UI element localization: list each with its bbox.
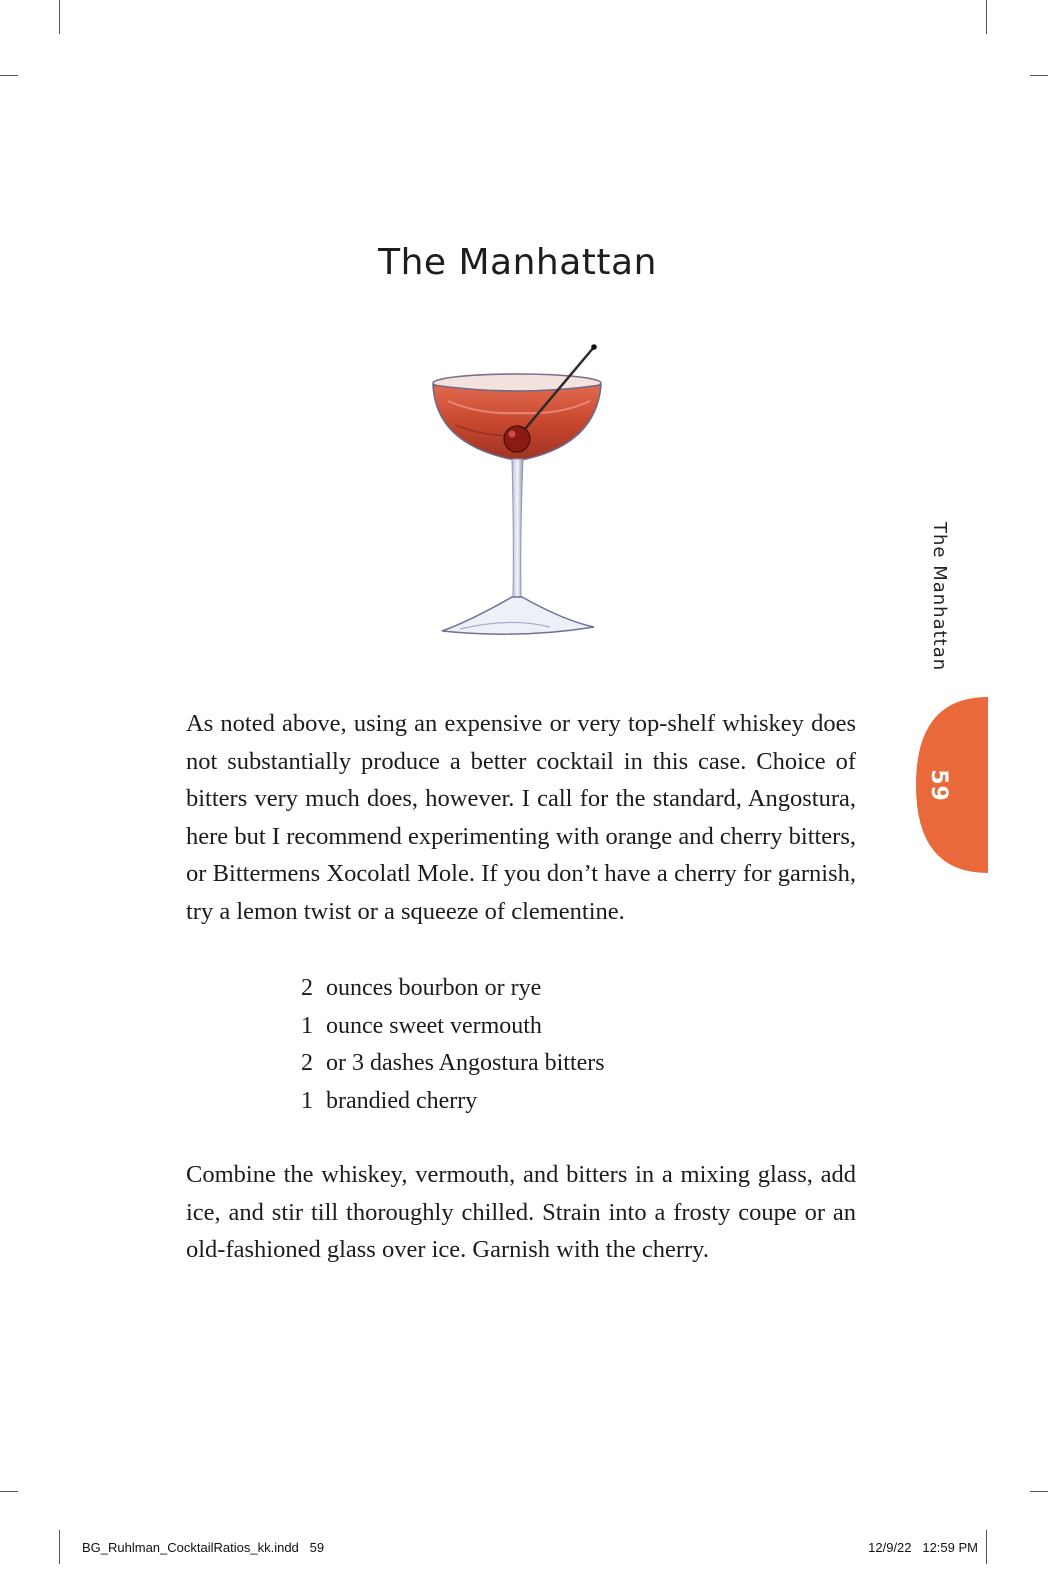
intro-paragraph: As noted above, using an expensive or very top-shelf whiskey does not substantially produce a better cocktail in this case. Choice of bitters very much does, however. I call for the standard, Angostura, here but I recommend experimenting with orange and cherry bitters, or Bittermens Xocolatl Mole. If you don’t have a cherry for garnish, try a lemon twist or a squeeze of clementine. bbox=[186, 710, 856, 925]
crop-mark bbox=[1030, 1491, 1048, 1492]
ingredient-description: ounces bourbon or rye bbox=[326, 975, 542, 1002]
ingredient-description: brandied cherry bbox=[326, 1087, 478, 1114]
footer-filename: BG_Ruhlman_CocktailRatios_kk.indd 59 bbox=[82, 1540, 325, 1555]
ingredient-item bbox=[290, 1083, 790, 1121]
ingredient-quantity: 2 bbox=[301, 975, 313, 1002]
ingredient-quantity: 1 bbox=[301, 1012, 313, 1039]
running-head: The Manhattan bbox=[929, 522, 950, 672]
page-title: The Manhattan bbox=[378, 242, 657, 283]
ingredient-item bbox=[290, 970, 790, 1008]
crop-mark bbox=[0, 75, 18, 76]
footer-timestamp: 12/9/22 12:59 PM bbox=[868, 1540, 978, 1555]
manhattan-coupe-glass-icon bbox=[400, 335, 630, 655]
ingredient-item bbox=[290, 1008, 790, 1046]
page-number bbox=[916, 697, 960, 873]
crop-mark bbox=[986, 1530, 987, 1564]
method-paragraph: Combine the whiskey, vermouth, and bitters in a mixing glass, add ice, and stir till thoroughly chilled. Strain into a frosty coupe or an old-fashioned glass over ice. Garnish with the cherry. bbox=[186, 1161, 856, 1263]
crop-mark bbox=[59, 1530, 60, 1564]
ingredient-list bbox=[290, 970, 790, 1120]
crop-mark bbox=[59, 0, 60, 34]
ingredient-description: ounce sweet vermouth bbox=[326, 1012, 542, 1039]
page-number-label: 59 bbox=[925, 768, 951, 802]
crop-mark bbox=[1030, 75, 1048, 76]
crop-mark bbox=[0, 1491, 18, 1492]
crop-mark bbox=[986, 0, 987, 34]
ingredient-item bbox=[290, 1045, 790, 1083]
ingredient-description: or 3 dashes Angostura bitters bbox=[326, 1050, 605, 1077]
ingredient-quantity: 1 bbox=[301, 1087, 313, 1114]
ingredient-quantity: 2 bbox=[301, 1050, 313, 1077]
